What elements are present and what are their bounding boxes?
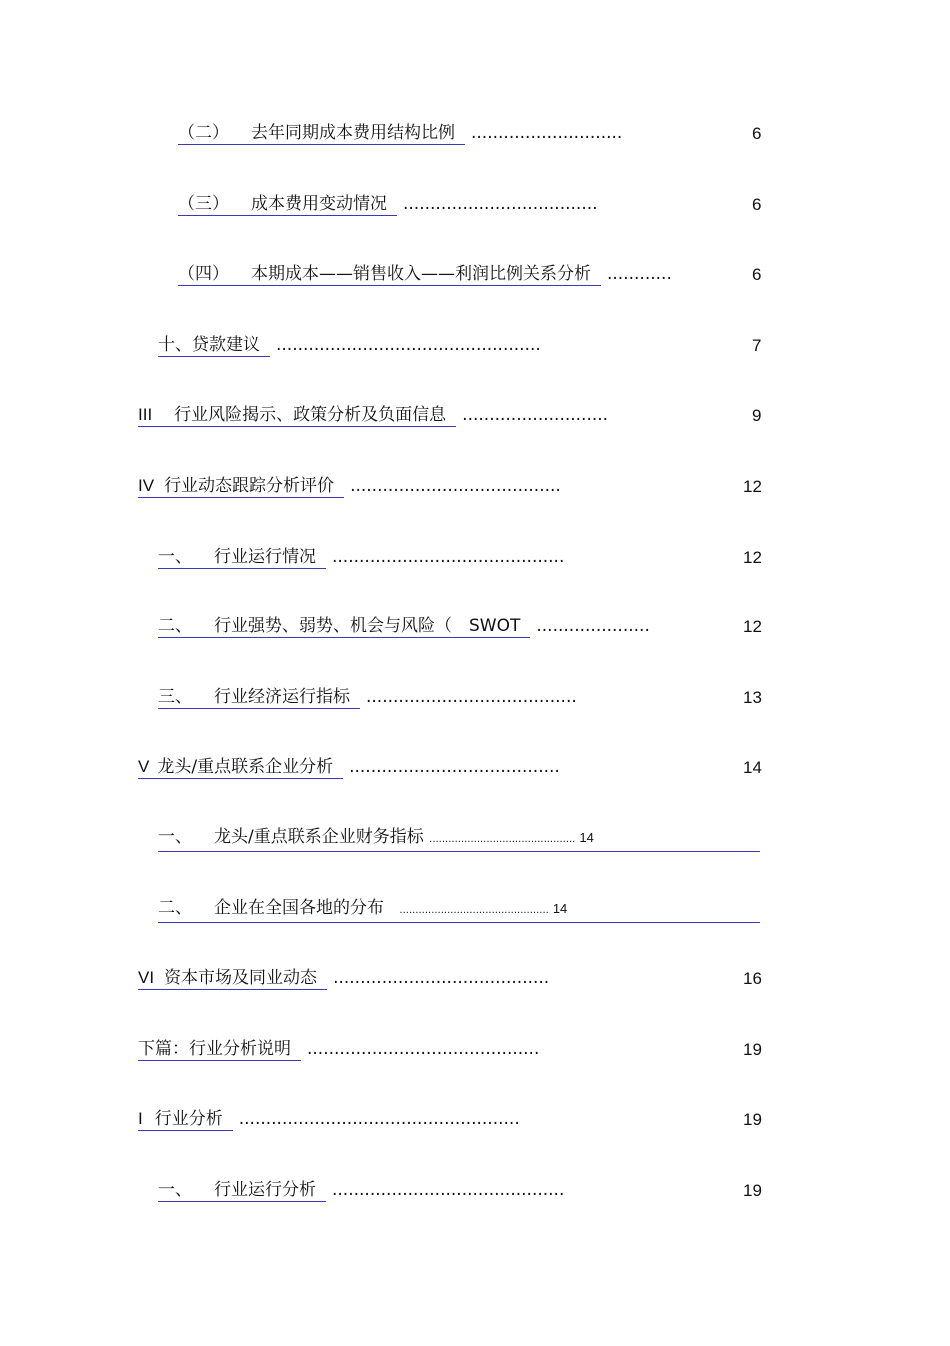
toc-title: 行业强势、弱势、机会与风险（ SWOT bbox=[214, 616, 521, 636]
toc-link-underline bbox=[158, 922, 760, 923]
toc-page-number: 6 bbox=[752, 124, 762, 143]
toc-number: VI bbox=[138, 968, 155, 987]
toc-link[interactable] bbox=[138, 967, 327, 990]
toc-page-number: 7 bbox=[752, 336, 762, 355]
toc-dot-leader: ........................................... bbox=[307, 1039, 540, 1059]
toc-link[interactable] bbox=[138, 404, 456, 427]
toc-link[interactable] bbox=[138, 1108, 233, 1131]
toc-title: 贷款建议 bbox=[192, 335, 260, 355]
toc-link[interactable] bbox=[158, 615, 530, 638]
toc-link[interactable] bbox=[158, 1179, 326, 1202]
toc-title: 成本费用变动情况 bbox=[251, 194, 387, 214]
toc-link[interactable] bbox=[158, 686, 360, 709]
toc-title: 行业风险揭示、政策分析及负面信息 bbox=[174, 405, 447, 425]
toc-link[interactable] bbox=[178, 122, 465, 145]
toc-number: 二、 bbox=[158, 616, 192, 636]
toc-dot-leader: .............................................. bbox=[429, 834, 576, 845]
toc-title: 去年同期成本费用结构比例 bbox=[251, 123, 455, 143]
toc-title: 本期成本——销售收入——利润比例关系分析 bbox=[251, 264, 591, 284]
toc-page-number: 6 bbox=[752, 265, 762, 284]
toc-number: （四） bbox=[178, 264, 229, 284]
toc-dot-leader: ........................................... bbox=[332, 547, 565, 567]
toc-link[interactable] bbox=[158, 334, 270, 357]
toc-title: 行业经济运行指标 bbox=[214, 687, 350, 707]
toc-entry[interactable] bbox=[158, 826, 760, 852]
toc-entry[interactable] bbox=[178, 122, 622, 148]
toc-page-number: 19 bbox=[743, 1181, 762, 1200]
toc-number: （三） bbox=[178, 194, 229, 214]
toc-link[interactable] bbox=[138, 1038, 301, 1061]
toc-title: 龙头/重点联系企业财务指标 bbox=[214, 827, 424, 847]
toc-page-number: 12 bbox=[743, 548, 762, 567]
toc-dot-leader: ....................................... bbox=[350, 476, 561, 496]
toc-number: 一、 bbox=[158, 827, 192, 847]
toc-page-number: 6 bbox=[752, 195, 762, 214]
toc-entry[interactable] bbox=[158, 334, 541, 360]
toc-entry[interactable] bbox=[158, 686, 577, 712]
toc-title: 资本市场及同业动态 bbox=[164, 968, 318, 988]
toc-number: 二、 bbox=[158, 898, 192, 918]
toc-title: 行业运行分析 bbox=[214, 1180, 316, 1200]
toc-entry[interactable] bbox=[158, 546, 564, 572]
toc-link[interactable] bbox=[178, 193, 397, 216]
toc-number: V bbox=[138, 757, 150, 776]
toc-entry[interactable] bbox=[178, 263, 672, 289]
toc-number: 一、 bbox=[158, 1180, 192, 1200]
toc-dot-leader: ............ bbox=[607, 264, 672, 284]
toc-page-number: 14 bbox=[743, 758, 762, 777]
toc-title: 行业分析说明 bbox=[189, 1039, 291, 1059]
toc-dot-leader: ....................................... bbox=[349, 757, 560, 777]
toc-dot-leader: ........................................... bbox=[332, 1180, 565, 1200]
toc-dot-leader: ................................................. bbox=[276, 335, 541, 355]
toc-entry[interactable] bbox=[138, 404, 608, 430]
toc-title: 企业在全国各地的分布 bbox=[214, 898, 384, 918]
toc-link[interactable] bbox=[158, 546, 326, 569]
toc-entry[interactable] bbox=[158, 615, 650, 641]
toc-number: 十、 bbox=[158, 335, 192, 355]
toc-dot-leader: ........................................ bbox=[333, 968, 550, 988]
toc-entry[interactable] bbox=[178, 193, 598, 219]
toc-number: （二） bbox=[178, 123, 229, 143]
toc-link-underline bbox=[158, 851, 760, 852]
toc-dot-leader: ............................................... bbox=[399, 905, 549, 916]
toc-number: 下篇： bbox=[138, 1039, 189, 1059]
toc-dot-leader: ....................................... bbox=[366, 687, 577, 707]
toc-number: III bbox=[138, 405, 153, 424]
toc-page-number: 9 bbox=[752, 406, 762, 425]
toc-entry[interactable] bbox=[158, 897, 760, 923]
toc-page-number: 14 bbox=[579, 830, 594, 845]
toc-number: I bbox=[138, 1109, 143, 1128]
toc-entry[interactable] bbox=[138, 967, 549, 993]
toc-page-number: 12 bbox=[743, 477, 762, 496]
toc-title: 龙头/重点联系企业分析 bbox=[157, 757, 334, 777]
toc-entry[interactable] bbox=[158, 1179, 564, 1205]
toc-number: 三、 bbox=[158, 687, 192, 707]
toc-link[interactable] bbox=[178, 263, 601, 286]
toc-number: 一、 bbox=[158, 547, 192, 567]
toc-link[interactable] bbox=[138, 756, 343, 779]
toc-title: 行业运行情况 bbox=[214, 547, 316, 567]
toc-title: 行业动态跟踪分析评价 bbox=[164, 476, 335, 496]
toc-dot-leader: .................................................... bbox=[238, 1109, 520, 1129]
toc-entry[interactable] bbox=[138, 756, 560, 782]
toc-page-number: 19 bbox=[743, 1110, 762, 1129]
toc-entry[interactable] bbox=[138, 1108, 520, 1134]
toc-dot-leader: ..................... bbox=[536, 616, 650, 636]
toc-entry[interactable] bbox=[138, 1038, 539, 1064]
toc-page-number: 14 bbox=[552, 901, 568, 916]
toc-page-number: 12 bbox=[743, 617, 762, 636]
toc-number: IV bbox=[138, 476, 155, 495]
toc-link[interactable] bbox=[138, 475, 344, 498]
toc-title: 行业分析 bbox=[154, 1109, 223, 1129]
toc-dot-leader: ........................... bbox=[462, 405, 609, 425]
toc-dot-leader: ............................ bbox=[471, 123, 623, 143]
toc-dot-leader: .................................... bbox=[403, 194, 598, 214]
toc-page-number: 16 bbox=[743, 969, 762, 988]
toc-page-number: 19 bbox=[743, 1040, 762, 1059]
toc-page-number: 13 bbox=[743, 688, 762, 707]
toc-entry[interactable] bbox=[138, 475, 561, 501]
